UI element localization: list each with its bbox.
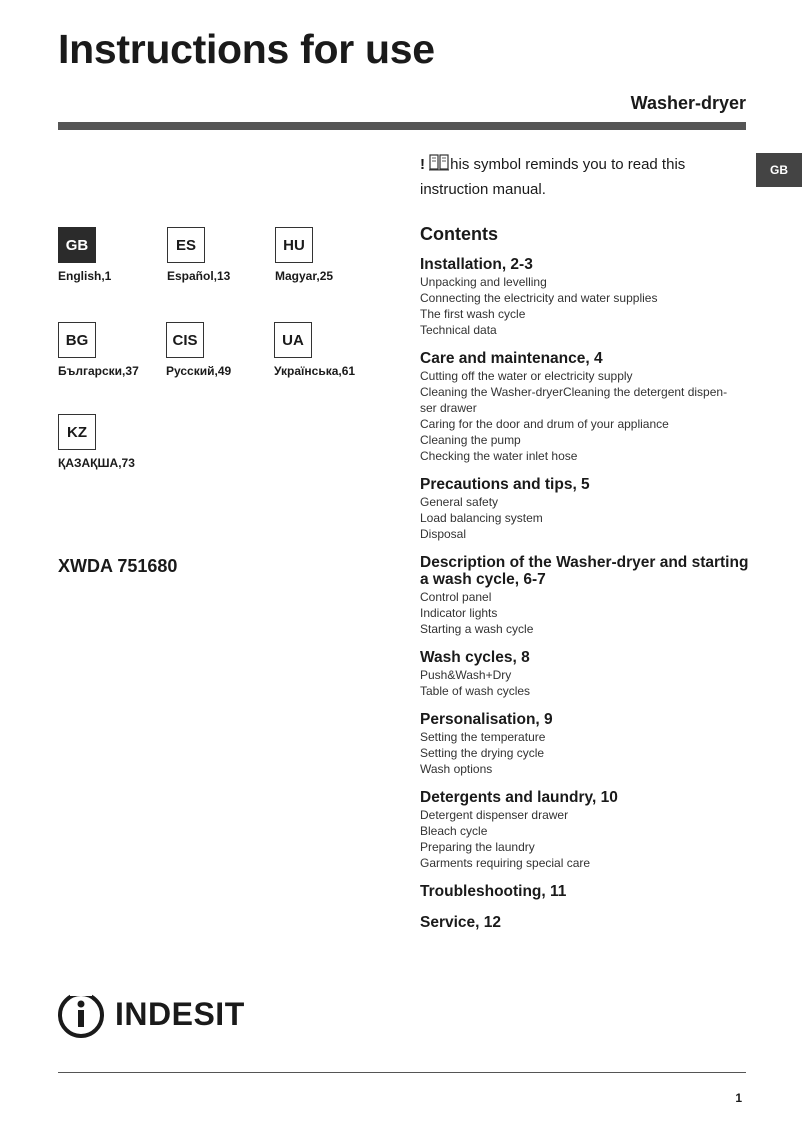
toc-item: The first wash cycle: [420, 307, 526, 321]
toc-section-title[interactable]: Care and maintenance, 4: [420, 350, 603, 367]
toc-section-title[interactable]: Precautions and tips, 5: [420, 476, 590, 493]
toc-section-description: [420, 554, 750, 637]
toc-section-installation: [420, 256, 750, 338]
language-side-tab: GB: [756, 153, 802, 187]
language-name-kz: ҚАЗАҚША,73: [58, 456, 135, 470]
language-name-ua: Українська,61: [274, 364, 356, 378]
page-title: Instructions for use: [58, 26, 435, 72]
language-code-cis: CIS: [166, 322, 204, 358]
language-code-es: ES: [167, 227, 205, 263]
toc-item: Setting the temperature: [420, 730, 546, 744]
notice-mark: !: [420, 156, 425, 173]
toc-item: Detergent dispenser drawer: [420, 808, 569, 822]
language-code-hu: HU: [275, 227, 313, 263]
language-code-bg: BG: [58, 322, 96, 358]
toc-section-detergents: [420, 789, 750, 871]
toc-item: ser drawer: [420, 401, 477, 415]
toc-section-title[interactable]: Installation, 2-3: [420, 256, 533, 273]
toc-section-troubleshooting: [420, 883, 750, 900]
toc-item: Garments requiring special care: [420, 856, 591, 870]
toc-item: Bleach cycle: [420, 824, 488, 838]
toc-section-title[interactable]: Service, 12: [420, 914, 502, 931]
toc-item: Checking the water inlet hose: [420, 449, 578, 463]
language-name-bg: Български,37: [58, 364, 139, 378]
toc-section-title[interactable]: Detergents and laundry, 10: [420, 789, 618, 806]
toc-item: Caring for the door and drum of your appliance: [420, 417, 669, 431]
language-gb[interactable]: [58, 227, 111, 283]
language-code-kz: KZ: [58, 414, 96, 450]
language-code-ua: UA: [274, 322, 312, 358]
language-kz[interactable]: [58, 414, 135, 470]
toc-item: Push&Wash+Dry: [420, 668, 512, 682]
toc-section-title[interactable]: Description of the Washer-dryer and starting a wash cycle, 6-7: [420, 554, 749, 588]
toc-item: General safety: [420, 495, 499, 509]
toc-item: Unpacking and levelling: [420, 275, 547, 289]
toc-item: Connecting the electricity and water supplies: [420, 291, 658, 305]
toc-section-title[interactable]: Personalisation, 9: [420, 711, 553, 728]
toc-item: Wash options: [420, 762, 493, 776]
toc-section-personalisation: [420, 711, 750, 777]
toc-item: Control panel: [420, 590, 492, 604]
toc-item: Load balancing system: [420, 511, 543, 525]
notice-text: his symbol reminds you to read this instruction manual.: [420, 156, 686, 198]
language-name-es: Español,13: [167, 269, 231, 283]
toc-item: Starting a wash cycle: [420, 622, 534, 636]
header-divider-bar: [58, 122, 746, 130]
language-name-gb: English,1: [58, 269, 112, 283]
logo-wordmark: INDESIT: [115, 996, 245, 1032]
product-type-heading: Washer-dryer: [630, 93, 746, 113]
contents-heading: Contents: [420, 224, 498, 244]
page-number: 1: [735, 1091, 742, 1105]
toc-item: Setting the drying cycle: [420, 746, 545, 760]
footer-divider: [58, 1072, 746, 1073]
toc-section-wash-cycles: [420, 649, 750, 699]
language-cis[interactable]: [166, 322, 231, 378]
toc-section-title[interactable]: Wash cycles, 8: [420, 649, 530, 666]
toc-item: Disposal: [420, 527, 467, 541]
toc-item: Table of wash cycles: [420, 684, 531, 698]
read-manual-notice: [420, 153, 720, 201]
language-hu[interactable]: [275, 227, 333, 283]
toc-item: Indicator lights: [420, 606, 498, 620]
toc-item: Cutting off the water or electricity supply: [420, 369, 633, 383]
language-code-gb: GB: [58, 227, 96, 263]
manual-book-icon: [429, 154, 449, 178]
toc-item: Cleaning the Washer-dryerCleaning the detergent dispen-: [420, 385, 728, 399]
model-number: XWDA 751680: [58, 556, 178, 576]
language-name-cis: Русский,49: [166, 364, 232, 378]
language-es[interactable]: [167, 227, 230, 283]
toc-section-precautions: [420, 476, 750, 542]
language-bg[interactable]: [58, 322, 139, 378]
toc-section-service: [420, 914, 750, 931]
table-of-contents: [420, 224, 750, 943]
toc-section-care: [420, 350, 750, 464]
indesit-logo: [57, 990, 257, 1047]
toc-item: Cleaning the pump: [420, 433, 521, 447]
toc-item: Technical data: [420, 323, 497, 337]
toc-section-title[interactable]: Troubleshooting, 11: [420, 883, 567, 900]
toc-item: Preparing the laundry: [420, 840, 535, 854]
language-ua[interactable]: [274, 322, 355, 378]
language-name-hu: Magyar,25: [275, 269, 334, 283]
